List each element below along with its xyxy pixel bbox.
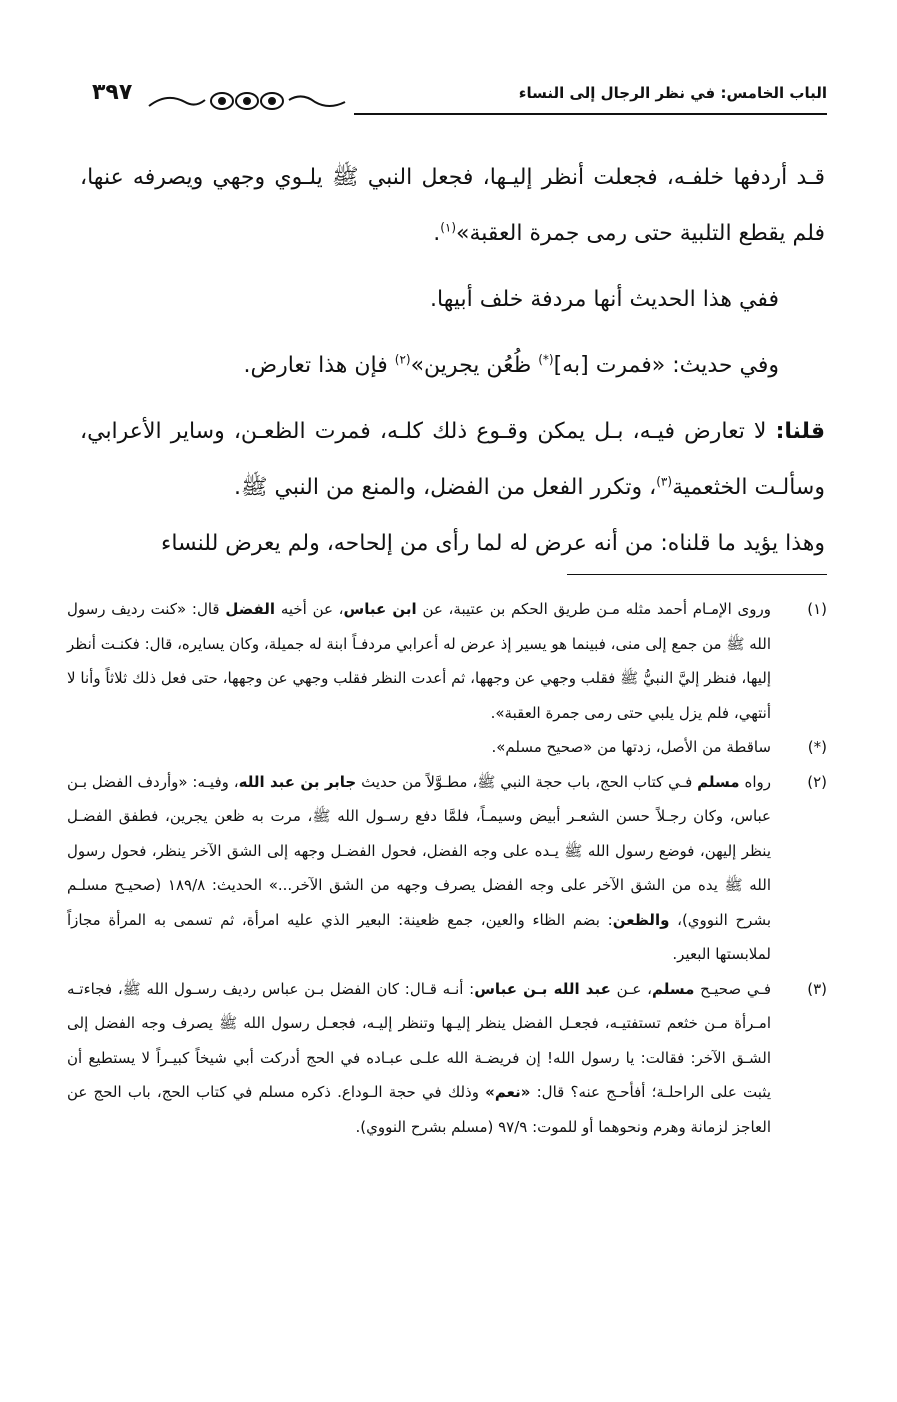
ornament-icon — [147, 88, 347, 114]
footnote-separator — [567, 574, 827, 575]
footnote-marker: (٣) — [807, 979, 827, 998]
fn2-name-muslim: مسلم — [697, 772, 740, 791]
header-rule — [354, 113, 827, 115]
p3-part-c: فإن هذا تعارض. — [243, 353, 395, 378]
fn3-text-e: : أنـه قـال: كان الفضل بـن عباس رديف رسـول الله ﷺ، فجاءتـه امـرأة مـن خثعم تستفتيـه، فجعـل الفضل ينظر إليـها وتنظر إليـه، فجعـل رسول الله ﷺ يصرف وجه الفضل إلى الشـق الآخر: فقالت: يا رسول الله! إن فريضـة الله علـى عبـاده في الحج أدركت أبي شيخاً كبيـراً لا يستطيع أن يثبت على الراحلـة؛ أفأحـج عنه؟ قال: — [67, 979, 771, 1101]
fn3-word-naam: «نعم» — [485, 1083, 531, 1101]
fn2-text-c: فـي كتاب الحج، باب حجة النبي ﷺ، مطـوَّلاً من حديث — [356, 772, 698, 791]
p4-part-a: لا تعارض فيـه، بـل يمكن وقـوع ذلك كلـه، فمرت الظعـن، وساير الأعرابي، وسألـت الخثعمية — [80, 419, 825, 500]
fn1-name-fadl: الفضل — [225, 600, 276, 618]
ref-star: (*) — [538, 352, 554, 367]
paragraph-4 — [80, 404, 825, 516]
fnstar-text: ساقطة من الأصل، زدتها من «صحيح مسلم». — [491, 738, 771, 756]
paragraph-5: وهذا يؤيد ما قلناه: من أنه عرض له لما رأى من إلحاحه، ولم يعرض للنساء — [160, 531, 825, 556]
fn1-name-ibn-abbas: ابن عباس — [343, 600, 417, 618]
footnotes — [67, 592, 827, 1144]
fn2-text-e: ، وفيـه: «وأردف الفضل بـن عباس، وكان رجـلاً حسن الشعـر أبيض وسيمـاً، فلمَّا دفع رسـول الله ﷺ، مرت به ظعن يجرين، فطفق الفضـل ينظر إليهن، فوضع رسول الله ﷺ يـده على وجه الفضل، فحول الفضـل وجهه إلى الشق الآخر ينظر، فحول رسول الله ﷺ يده من الشق الآخر على وجه الفضل يصرف وجهه من الشق الآخر...» الحديث: ١٨٩/٨ (صحيـح مسلـم بشرح النووي)، — [67, 772, 772, 929]
fn3-name-abdullah: عبد الله بـن عباس — [474, 979, 611, 998]
paragraph-3 — [80, 338, 825, 394]
fn1-text-c: ، عن أخيه — [275, 600, 344, 618]
footnote-marker: (١) — [807, 600, 827, 618]
fn2-name-jabir: جابر بن عبد الله — [238, 772, 357, 791]
fn2-text-a: رواه — [739, 772, 771, 791]
footnote-marker: (*) — [807, 738, 827, 756]
fn3-text-a: فـي صحيـح — [694, 979, 771, 998]
main-text — [80, 150, 825, 572]
chapter-title: الباب الخامس: في نظر الرجال إلى النساء — [518, 84, 827, 102]
paragraph-2: ففي هذا الحديث أنها مردفة خلف أبيها. — [430, 287, 779, 312]
fn1-text-e: قال: «كنت رديف رسول الله ﷺ من جمع إلى منى، فبينما هو يسير إذ عرض له أعرابي مردفـاً ابنة له جميلة، وكان يسايره، قال: فكنـت أنظر إليها، فنظر إليَّ النبيُّ ﷺ فقلب وجهي عن وجهها، ثم أعدت النظر فقلب وجهي عن وجهها، حتى فعل ذلك ثلاثاً وأنا لا أنتهي، فلم يزل يلبي حتى رمى جمرة العقبة». — [67, 600, 771, 722]
fn2-term-zaan: والظعن — [612, 910, 670, 929]
fn3-name-muslim: مسلم — [651, 979, 695, 998]
p3-part-a: وفي حديث: «فمرت [به] — [553, 353, 779, 378]
fn2-text-g: : بضم الظاء والعين، جمع ظعينة: البعير الذي عليه امرأة، ثم تسمى به المرأة مجازاً لملابستها البعير. — [67, 910, 771, 963]
fn3-text-g: وذلك في حجة الـوداع. ذكره مسلم في كتاب الحج، باب الحج عن العاجز لزمانة وهرم ونحوهما أو للموت: ٩٧/٩ (مسلم بشرح النووي). — [67, 1083, 771, 1136]
ref-1: (١) — [440, 220, 457, 235]
footnote-1 — [67, 592, 827, 730]
fn3-text-c: ، عـن — [610, 979, 652, 998]
ref-3: (٣) — [656, 474, 673, 489]
page-number: ٣٩٧ — [92, 80, 133, 105]
p1-end: . — [433, 221, 441, 246]
paragraph-1 — [80, 150, 825, 262]
footnote-star — [67, 730, 827, 765]
p4-part-b: ، وتكرر الفعل من الفضل، والمنع من النبي ﷺ. — [233, 475, 657, 500]
p1-text: قـد أردفها خلفـه، فجعلت أنظر إليـها، فجعل النبي ﷺ يلـوي وجهي ويصرفه عنها، فلم يقطع التلبية حتى رمى جمرة العقبة» — [80, 165, 825, 246]
footnote-3 — [67, 972, 827, 1145]
p3-part-b: ظُعُن يجرين» — [410, 353, 539, 378]
ref-2: (٢) — [394, 352, 411, 367]
page-header — [92, 78, 827, 118]
qulna-label: قلنا: — [775, 419, 825, 444]
footnote-marker: (٢) — [807, 772, 827, 791]
fn1-text-a: وروى الإمـام أحمد مثله مـن طريق الحكم بن عتيبة، عن — [416, 600, 771, 618]
footnote-2 — [67, 765, 827, 972]
